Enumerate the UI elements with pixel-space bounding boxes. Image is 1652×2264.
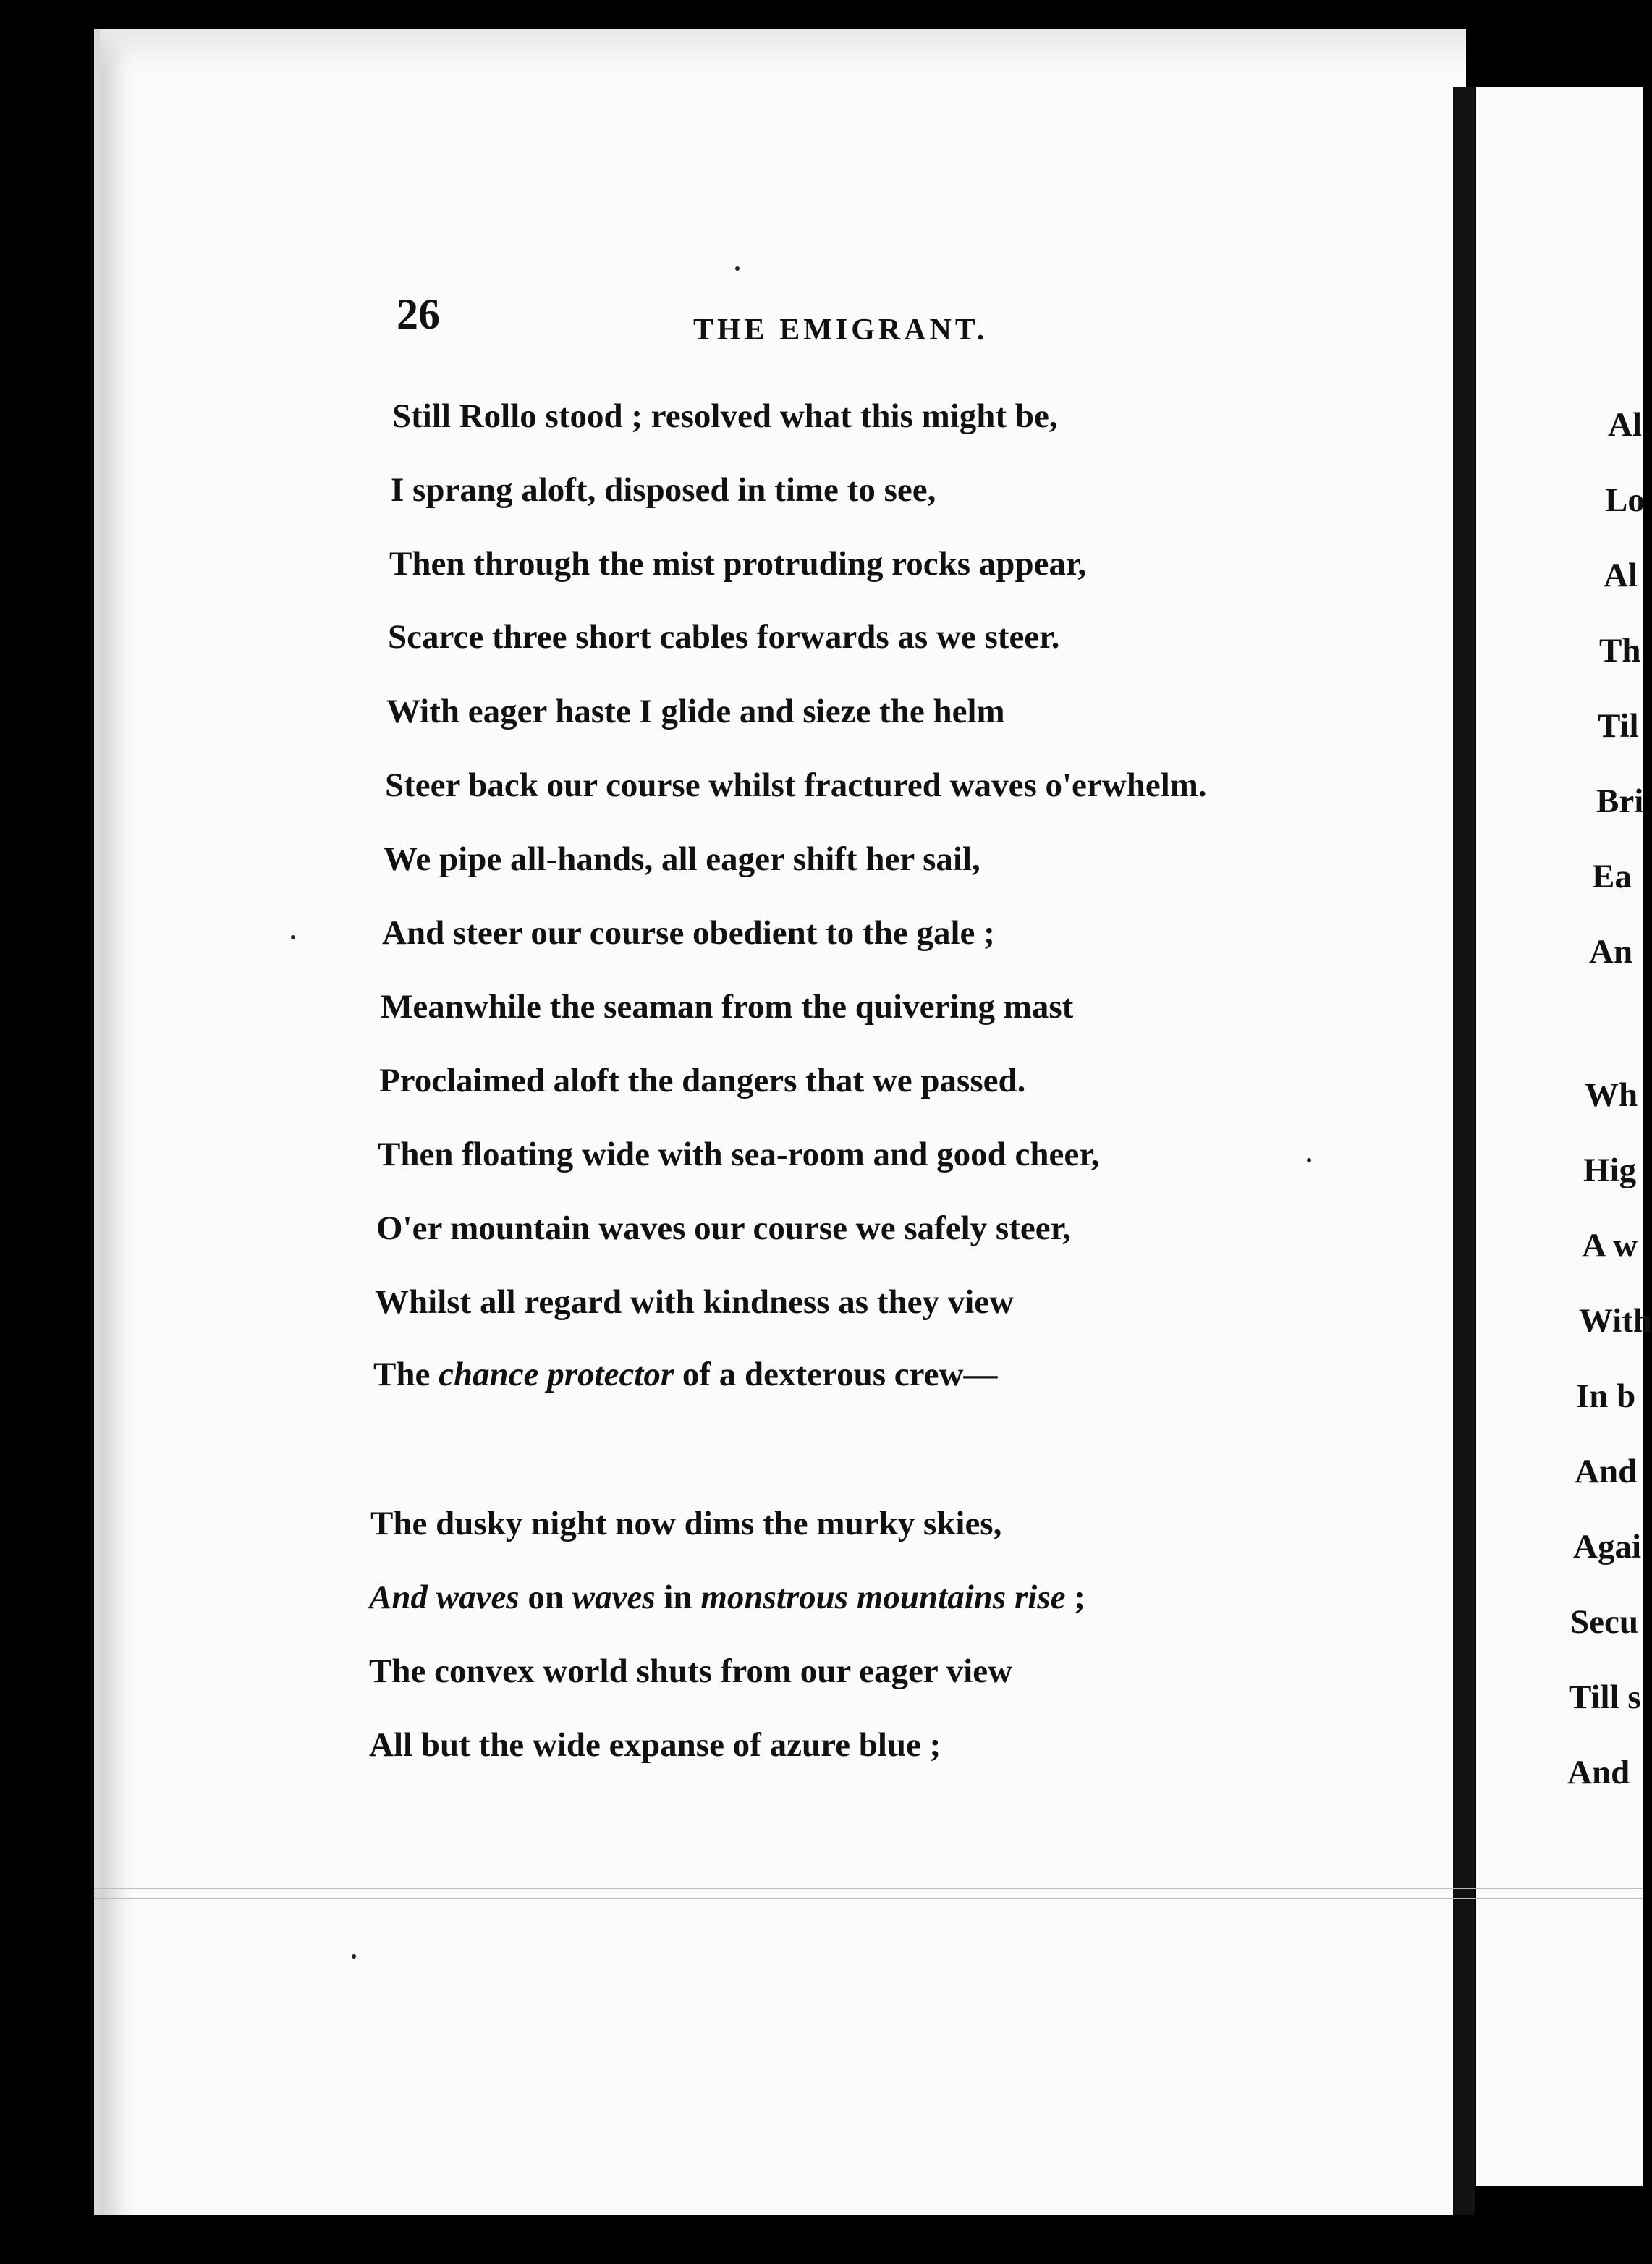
page-rule (94, 1888, 1643, 1889)
page-number: 26 (397, 290, 440, 338)
poem-line: Proclaimed aloft the dangers that we passed. (379, 1062, 1026, 1099)
right-page-fragment: With (1579, 1302, 1652, 1340)
poem-text: The (373, 1356, 439, 1393)
poem-line: The convex world shuts from our eager view (369, 1652, 1013, 1690)
poem-italic-text: chance protector (439, 1356, 674, 1393)
poem-line: Still Rollo stood ; resolved what this might be, (392, 397, 1058, 435)
scan-speck (352, 1954, 356, 1959)
right-page-fragment: Til (1598, 707, 1639, 745)
poem-line: All but the wide expanse of azure blue ; (369, 1726, 941, 1764)
right-page-fragment: And (1567, 1754, 1630, 1791)
right-page-fragment: Ea (1592, 858, 1632, 895)
poem-line: O'er mountain waves our course we safely steer, (376, 1209, 1071, 1247)
right-page-fragment: Al (1604, 557, 1638, 594)
scan-speck (735, 266, 740, 271)
poem-line: Steer back our course whilst fractured waves o'erwhelm. (385, 766, 1207, 804)
right-page-fragment: Hig (1583, 1152, 1637, 1189)
book-page-right (1476, 87, 1643, 2186)
poem-text: of a dexterous crew— (674, 1356, 998, 1393)
poem-line: Meanwhile the seaman from the quivering mast (381, 988, 1074, 1026)
right-page-fragment: Wh (1585, 1076, 1638, 1114)
right-page-fragment: An (1589, 933, 1633, 971)
poem-line: I sprang aloft, disposed in time to see, (391, 471, 936, 509)
right-page-fragment: Bri (1596, 782, 1644, 820)
poem-text: ; (1065, 1579, 1085, 1616)
poem-line: Then through the mist protruding rocks appear, (389, 545, 1087, 583)
poem-line: Whilst all regard with kindness as they view (375, 1283, 1015, 1321)
right-page-fragment: Secu (1570, 1603, 1638, 1641)
book-page-left (94, 29, 1466, 2215)
poem-italic-text: And waves (369, 1579, 520, 1616)
page-rule (94, 1898, 1643, 1899)
right-page-fragment: Al (1608, 406, 1642, 444)
poem-line (369, 1578, 1085, 1617)
poem-line: The dusky night now dims the murky skies, (370, 1505, 1002, 1542)
poem-line: Then floating wide with sea-room and good cheer, (378, 1136, 1100, 1173)
right-page-fragment: Agai (1573, 1528, 1641, 1566)
book-gutter (1453, 87, 1475, 2215)
right-page-fragment: Lo (1605, 481, 1645, 519)
running-head: THE EMIGRANT. (693, 313, 988, 347)
poem-line: We pipe all-hands, all eager shift her sail, (384, 840, 980, 878)
poem-line: With eager haste I glide and sieze the helm (386, 693, 1005, 730)
poem-line: Scarce three short cables forwards as we steer. (388, 618, 1060, 656)
scan-speck (291, 935, 295, 939)
right-page-fragment: A w (1582, 1227, 1638, 1264)
poem-line (373, 1355, 997, 1394)
poem-line: And steer our course obedient to the gale ; (382, 914, 995, 952)
poem-text: on (519, 1579, 572, 1616)
poem-italic-text: waves (572, 1579, 656, 1616)
right-page-fragment: And (1575, 1453, 1638, 1490)
right-page-fragment: Th (1599, 632, 1641, 670)
right-page-fragment: Till s (1569, 1678, 1641, 1716)
poem-text: in (655, 1579, 701, 1616)
poem-italic-text: monstrous mountains rise (700, 1579, 1066, 1616)
right-page-fragment: In b (1576, 1377, 1636, 1415)
scan-speck (1307, 1158, 1311, 1162)
